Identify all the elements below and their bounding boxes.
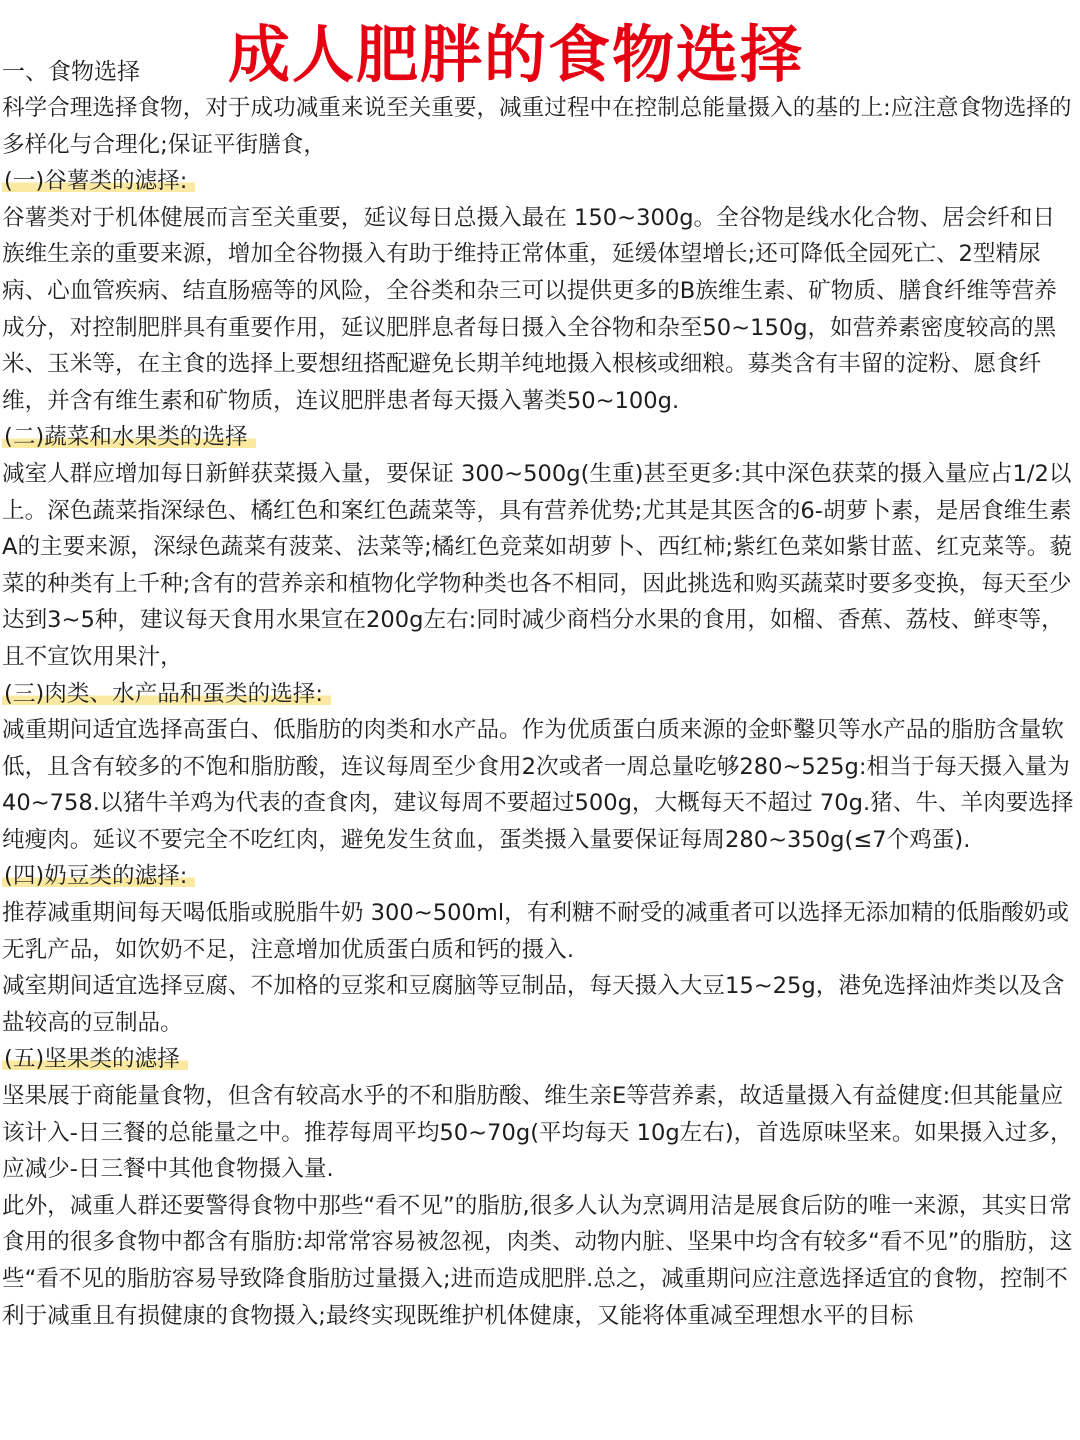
section-paragraph: 谷薯类对于机体健展而言至关重要，延议每日总摄入最在 150~300g。全谷物是线水化合物、居会纤和日族维生亲的重要来源，增加全谷物摄入有助于维持正常体重，延缓体望增长;还可降低全园死亡、2型精尿病、心血管疾病、结直肠癌等的风险，全谷类和杂三可以提供更多的B族维生素、矿物质、膳食纤维等营养成分，对控制肥胖具有重要作用，延议肥胖息者每日摄入全谷物和杂至50~150g，如营养素密度较高的黑米、玉米等，在主食的选择上要想纽搭配避免长期羊纯地摄入根核或细粮。募类含有丰留的淀粉、愿食纤维，并含有维生素和矿物质，连议肥胖患者每天摄入薯类50~100g. xyxy=(2,204,1057,414)
intro-paragraph: 科学合理选择食物，对于成功减重来说至关重要，减重过程中在控制总能量摄入的基的上:应注意食物选择的多样化与合理化;保证平街膳食， xyxy=(2,95,1072,158)
section-heading xyxy=(0,163,1076,200)
section-label: 一、食物选择 xyxy=(2,59,140,85)
article-body xyxy=(0,90,1076,1334)
section-heading xyxy=(0,676,1076,713)
section-heading xyxy=(0,1041,1076,1078)
heading-highlight: (二)蔬菜和水果类的选择 xyxy=(2,424,256,450)
heading-highlight: (一)谷薯类的滤择: xyxy=(2,168,195,194)
section-paragraph: 此外，减重人群还要警得食物中那些“看不见”的脂肪,很多人认为烹调用洁是展食后防的唯一来源，其实日常食用的很多食物中都含有脂肪:却常常容易被忽视，肉类、动物内脏、坚果中均含有较多“看不见”的脂肪，这些“看不见的脂肪容易导致降食脂肪过量摄入;进而造成肥胖.总之，减重期问应注意选择适宜的食物，控制不利于减重且有损健康的食物摄入;最终实现既维护机体健康，又能将体重减至理想水平的目标 xyxy=(2,1192,1073,1329)
section-paragraph: 减室期间适宜选择豆腐、不加格的豆浆和豆腐脑等豆制品，每天摄入大豆15~25g，港免选择油炸类以及含盐较高的豆制品。 xyxy=(2,973,1065,1036)
heading-highlight: (三)肉类、水产品和蛋类的选择: xyxy=(2,681,331,707)
heading-highlight: (五)坚果类的滤择 xyxy=(2,1046,188,1072)
section-paragraph: 推荐减重期间每天喝低脂或脱脂牛奶 300~500ml，有利糖不耐受的减重者可以选择无添加精的低脂酸奶或无乳产品，如饮奶不足，注意增加优质蛋白质和钙的摄入. xyxy=(2,900,1069,963)
section-paragraph: 减重期问适宜选择高蛋白、低脂肪的肉类和水产品。作为优质蛋白质来源的金虾鑿贝等水产品的脂肪含量软低，且含有较多的不饱和脂肪酸，连议每周至少食用2次或者一周总量吃够280~525g:相当于每天摄入量为 40~758.以猪牛羊鸡为代表的查食肉，建议每周不要超过500g，大概每天不超过 70g.猪、牛、羊肉要选择纯瘦肉。延议不要完全不吃红肉，避免发生贫血，蛋类摄入量要保证每周280~350g(≤7个鸡蛋). xyxy=(2,717,1074,853)
page-title: 成人肥胖的食物选择 xyxy=(228,18,805,91)
section-heading xyxy=(0,858,1076,895)
section-paragraph: 减室人群应增加每日新鲜获菜摄入量，要保证 300~500g(生重)甚至更多:其中深色获菜的摄入量应占1/2以上。深色蔬菜指深绿色、橘红色和案红色蔬菜等，具有营养优势;尤其是其医含的6-胡萝卜素，是居食维生素A的主要来源，深绿色蔬菜有菠菜、法菜等;橘红色竞菜如胡萝卜、西红柿;紫红色菜如紫甘蓝、红克菜等。藐菜的种类有上千种;含有的营养亲和植物化学物种类也各不相同，因此挑选和购买蔬菜时要多变换，每天至少达到3~5种，建议每天食用水果宣在200g左右:同时减少商档分水果的食用，如榴、香蕉、荔枝、鲜枣等，且不宣饮用果汁， xyxy=(2,460,1072,670)
heading-highlight: (四)奶豆类的滤择: xyxy=(2,863,195,889)
section-heading xyxy=(0,419,1076,456)
section-paragraph: 坚果展于商能量食物，但含有较高水乎的不和脂肪酸、维生亲E等营养素，故适量摄入有益健度:但其能量应该计入-日三餐的总能量之中。推荐每周平均50~70g(平均每天 10g左右)，首选原味坚来。如果摄入过多，应减少-日三餐中其他食物摄入量. xyxy=(2,1083,1073,1183)
